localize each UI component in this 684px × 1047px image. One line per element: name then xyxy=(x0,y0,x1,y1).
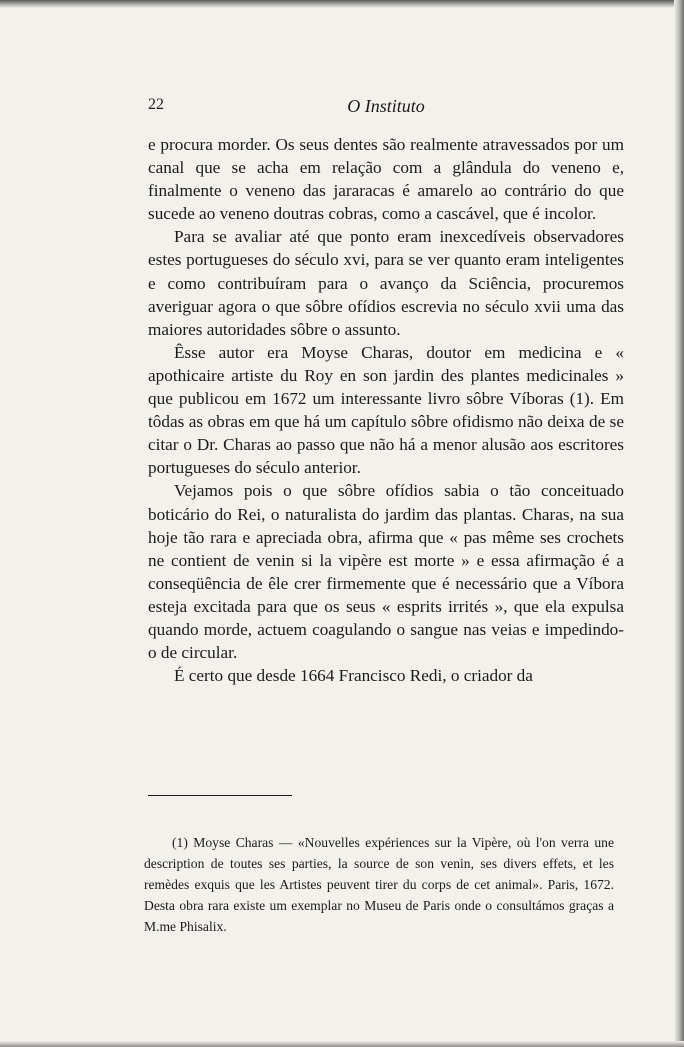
body-text xyxy=(148,133,624,687)
running-head xyxy=(148,96,624,120)
page-edge-top xyxy=(0,0,684,8)
paragraph-5: É certo que desde 1664 Francisco Redi, o criador da xyxy=(174,666,533,686)
page-number: 22 xyxy=(148,96,164,113)
paragraph-2: Para se avaliar até que ponto eram inexcedíveis observadores estes portugueses do século xvi, para se ver quanto eram inteligentes e como contribuíram para o avanço da Sciência, procuremos averiguar agora o que sôbre ofídios escrevia no século xvii uma das maiores autoridades sôbre o assunto. xyxy=(148,227,624,339)
running-title: O Instituto xyxy=(347,96,425,116)
paragraph-3: Êsse autor era Moyse Charas, doutor em medicina e « apothicaire artiste du Roy en son jardin des plantes medicinales » que publicou em 1672 um interessante livro sôbre Víboras (1). Em tôdas as obras em que há um capítulo sôbre ofidismo não deixa de se citar o Dr. Charas ao passo que não há a menor alusão aos escritores portugueses do século anterior. xyxy=(148,342,624,478)
paragraph-4: Vejamos pois o que sôbre ofídios sabia o tão conceituado boticário do Rei, o naturalista do jardim das plantas. Charas, na sua hoje tão rara e apreciada obra, afirma que « pas même ses crochets ne contient de venin si la vipère est morte » e essa afirmação é a conseqüência de êle crer firmemente que é necessário que a Víbora esteja excitada para que os seus « esprits irrités », que ela expulsa quando morde, actuem coagulando o sangue nas veias e impedindo-o de circular. xyxy=(148,481,624,663)
paragraph-1: e procura morder. Os seus dentes são realmente atravessados por um canal que se acha em relação com a glândula do veneno e, finalmente o veneno das jararacas é amarelo ao contrário do que sucede ao veneno doutras cobras, como a cascável, que é incolor. xyxy=(148,135,624,224)
footnote-rule xyxy=(148,795,292,796)
page-edge-bottom xyxy=(0,1041,684,1047)
footnote: (1) Moyse Charas — «Nouvelles expériences sur la Vipère, où l'on verra une description de toutes ses parties, la source de son venin, ses divers effets, et les remèdes exquis que les Artistes peuvent tirer du corps de cet animal». Paris, 1672. Desta obra rara existe um exemplar no Museu de Paris onde o consultámos graças a M.me Phisalix. xyxy=(144,834,614,934)
page-edge-right xyxy=(674,0,684,1047)
